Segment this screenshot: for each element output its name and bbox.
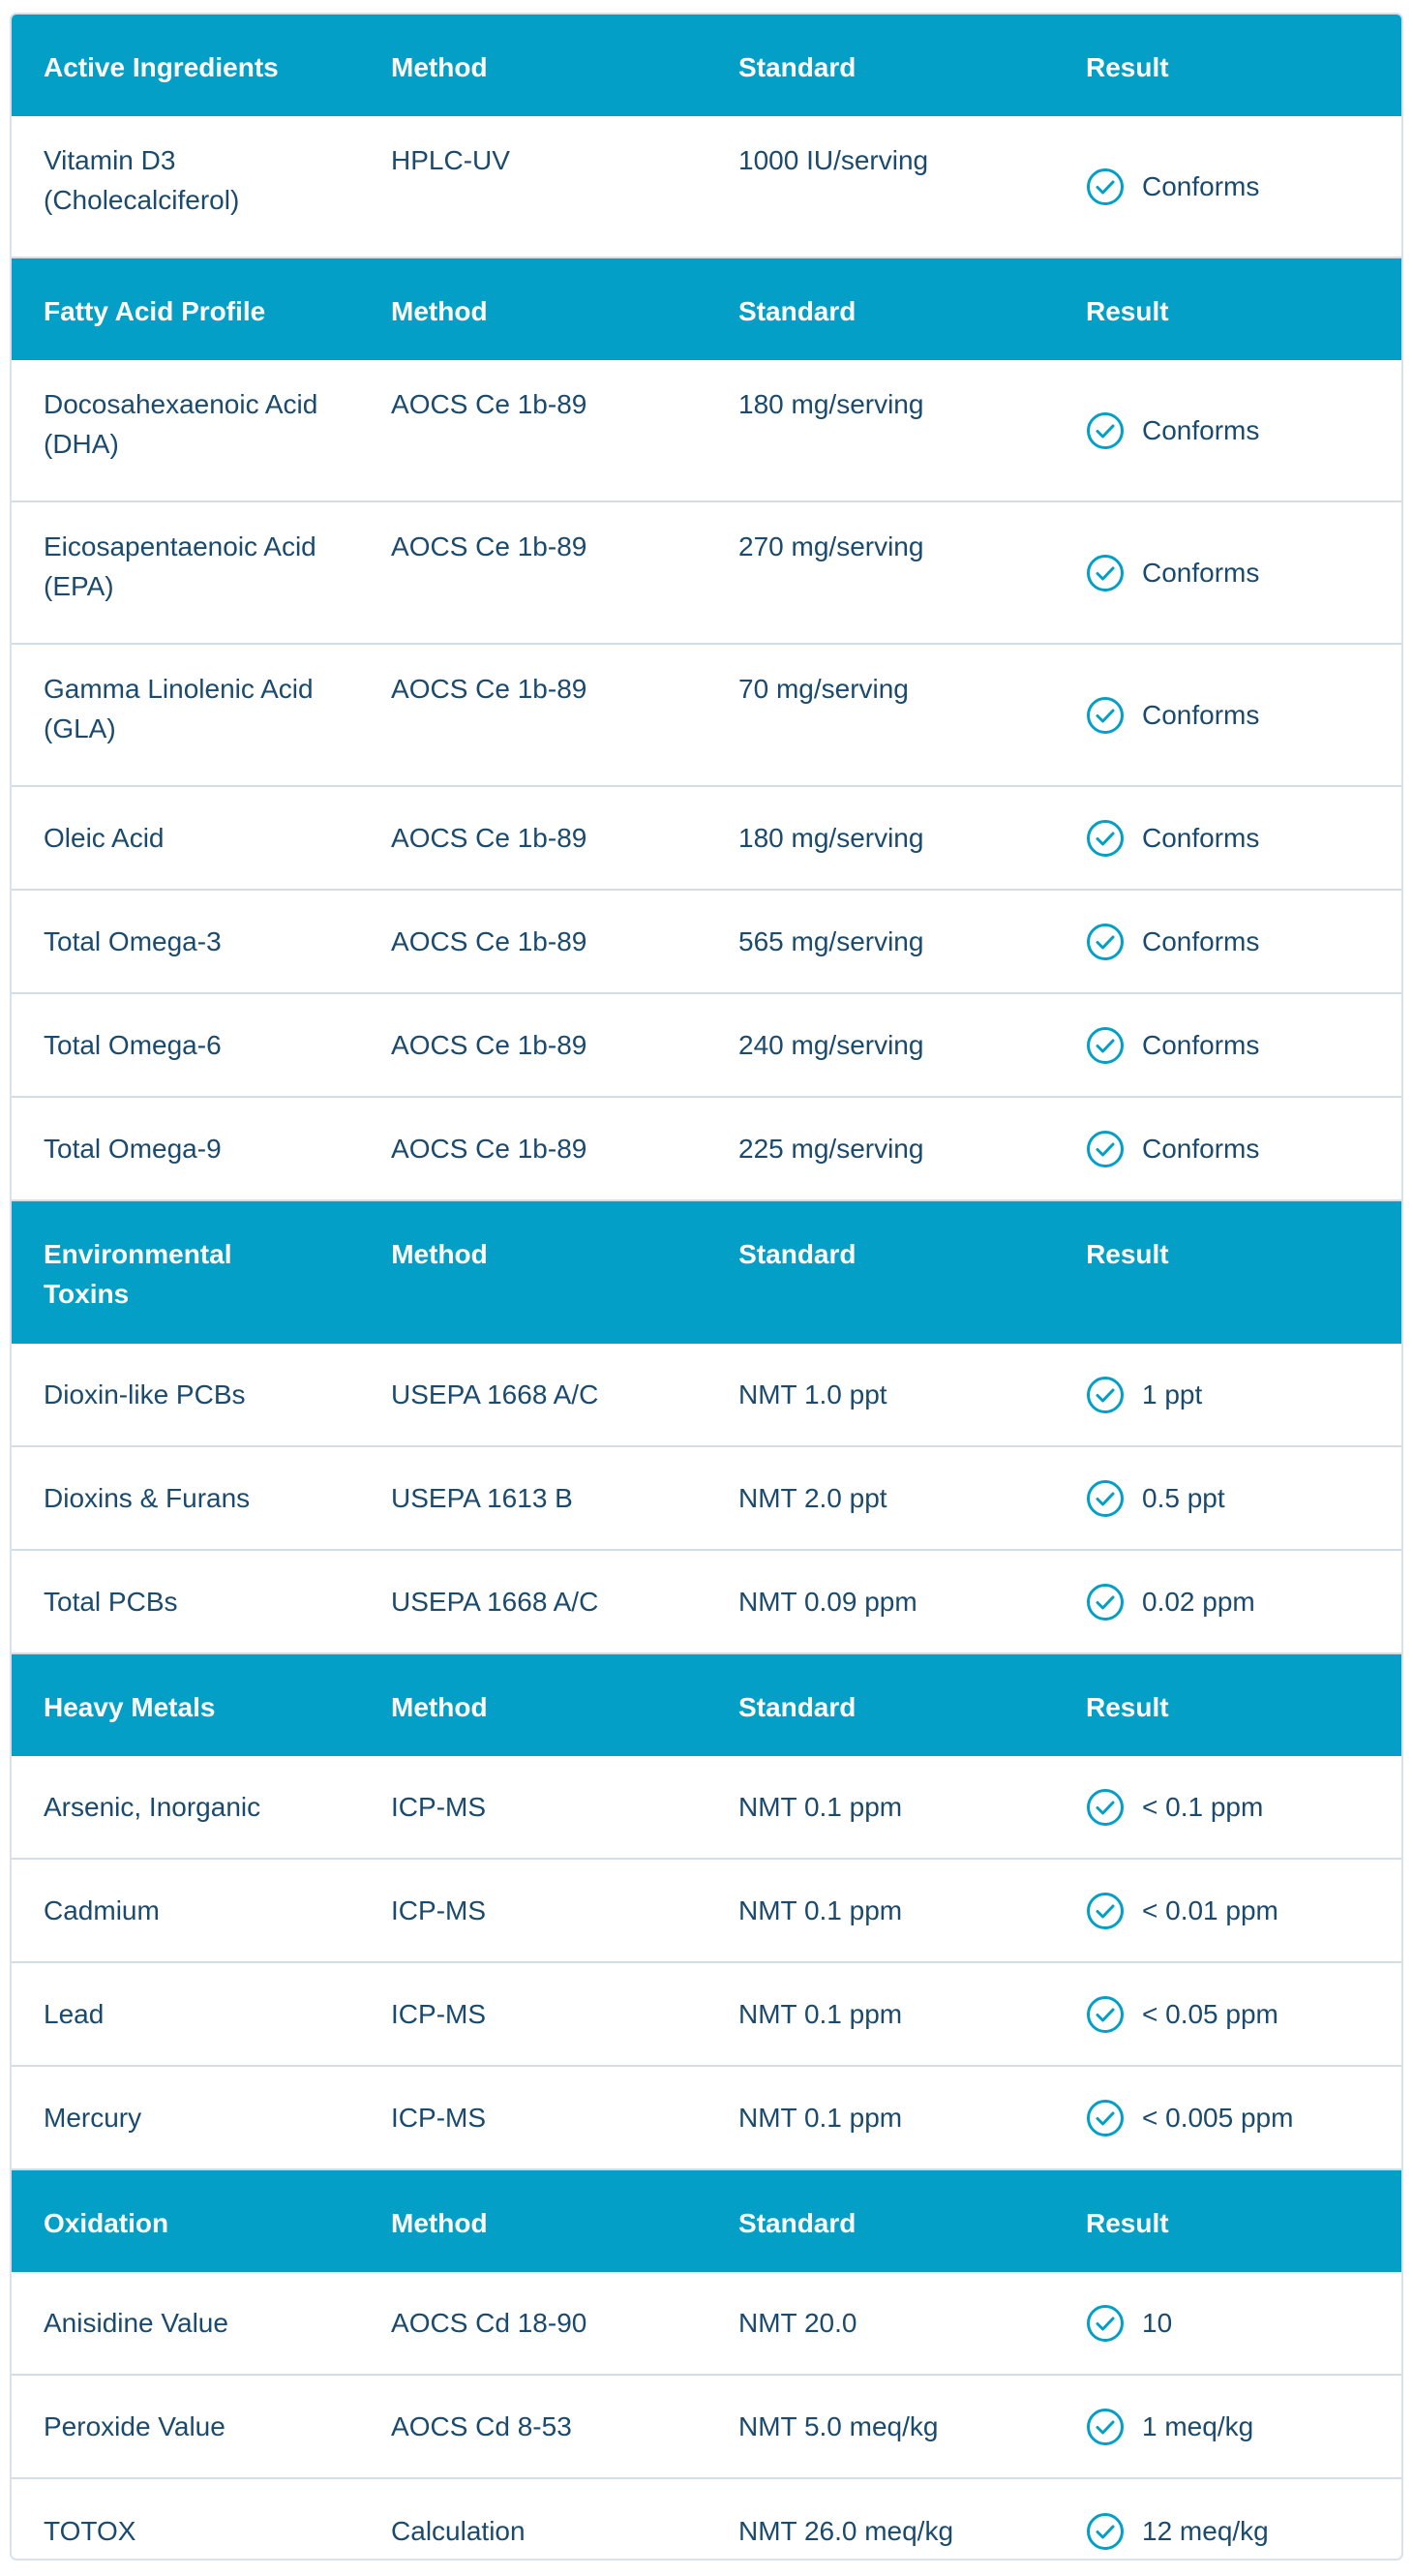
section-header-oxidation xyxy=(12,2170,1401,2272)
table-row xyxy=(12,891,1401,994)
ingredient-name: Cadmium xyxy=(44,1895,160,1925)
standard-column-header: Standard xyxy=(738,2208,857,2238)
check-circle-icon xyxy=(1086,1376,1125,1414)
check-circle-icon xyxy=(1086,1479,1125,1518)
ingredient-name: TOTOX xyxy=(44,2516,136,2546)
result-cell xyxy=(1054,1551,1401,1652)
result-cell xyxy=(1054,360,1401,500)
table-row xyxy=(12,2376,1401,2479)
result-value: 12 meq/kg xyxy=(1142,2516,1269,2546)
result-value: Conforms xyxy=(1142,415,1260,445)
standard-column-header: Standard xyxy=(738,52,857,82)
method-cell: ICP-MS xyxy=(391,2103,487,2133)
standard-cell: NMT 0.1 ppm xyxy=(738,1792,903,1822)
section-header-environmental-toxins xyxy=(12,1201,1401,1344)
result-value: < 0.1 ppm xyxy=(1142,1792,1264,1822)
ingredient-name: Oleic Acid xyxy=(44,823,165,853)
table-row xyxy=(12,2067,1401,2170)
section-title: Oxidation xyxy=(44,2208,169,2238)
table-row xyxy=(12,502,1401,645)
method-column-header: Method xyxy=(391,52,488,82)
result-column-header: Result xyxy=(1086,1239,1169,1269)
standard-cell: 240 mg/serving xyxy=(738,1030,924,1060)
method-cell: AOCS Cd 18-90 xyxy=(391,2308,587,2338)
ingredient-name: Mercury xyxy=(44,2103,142,2133)
result-value: 1 meq/kg xyxy=(1142,2411,1254,2441)
standard-cell: 565 mg/serving xyxy=(738,926,924,956)
result-value: < 0.005 ppm xyxy=(1142,2103,1294,2133)
method-cell: AOCS Ce 1b-89 xyxy=(391,823,587,853)
method-cell: AOCS Ce 1b-89 xyxy=(391,674,587,704)
table-row xyxy=(12,1098,1401,1201)
method-cell: AOCS Ce 1b-89 xyxy=(391,531,587,561)
check-circle-icon xyxy=(1086,2408,1125,2446)
table-row xyxy=(12,2479,1401,2561)
table-row xyxy=(12,1551,1401,1654)
check-circle-icon xyxy=(1086,167,1125,206)
method-cell: USEPA 1613 B xyxy=(391,1483,573,1513)
check-circle-icon xyxy=(1086,2099,1125,2137)
ingredient-name: Total Omega-3 xyxy=(44,926,222,956)
result-cell xyxy=(1054,787,1401,889)
standard-cell: NMT 0.09 ppm xyxy=(738,1587,917,1617)
table-row xyxy=(12,2272,1401,2376)
method-cell: AOCS Cd 8-53 xyxy=(391,2411,572,2441)
ingredient-name: Anisidine Value xyxy=(44,2308,228,2338)
standard-cell: NMT 0.1 ppm xyxy=(738,1999,903,2029)
method-cell: ICP-MS xyxy=(391,1792,487,1822)
result-cell xyxy=(1054,891,1401,992)
method-cell: ICP-MS xyxy=(391,1895,487,1925)
check-circle-icon xyxy=(1086,1788,1125,1827)
standard-cell: 270 mg/serving xyxy=(738,531,924,561)
test-results-table xyxy=(10,13,1403,2561)
method-cell: USEPA 1668 A/C xyxy=(391,1587,599,1617)
result-cell xyxy=(1054,2067,1401,2168)
standard-cell: NMT 26.0 meq/kg xyxy=(738,2516,954,2546)
result-cell xyxy=(1054,645,1401,785)
table-row xyxy=(12,994,1401,1098)
standard-column-header: Standard xyxy=(738,1239,857,1269)
result-cell xyxy=(1054,2479,1401,2561)
standard-cell: NMT 5.0 meq/kg xyxy=(738,2411,939,2441)
standard-cell: NMT 1.0 ppt xyxy=(738,1379,887,1409)
result-value: 10 xyxy=(1142,2308,1173,2338)
standard-cell: 180 mg/serving xyxy=(738,823,924,853)
check-circle-icon xyxy=(1086,1026,1125,1065)
check-circle-icon xyxy=(1086,554,1125,592)
result-cell xyxy=(1054,994,1401,1096)
standard-cell: NMT 2.0 ppt xyxy=(738,1483,887,1513)
standard-cell: NMT 0.1 ppm xyxy=(738,2103,903,2133)
result-cell xyxy=(1054,2376,1401,2477)
result-value: < 0.05 ppm xyxy=(1142,1999,1278,2029)
ingredient-name: Vitamin D3 (Cholecalciferol) xyxy=(44,145,240,215)
method-column-header: Method xyxy=(391,1239,488,1269)
check-circle-icon xyxy=(1086,2304,1125,2343)
result-column-header: Result xyxy=(1086,2208,1169,2238)
standard-cell: NMT 0.1 ppm xyxy=(738,1895,903,1925)
result-cell xyxy=(1054,2272,1401,2374)
section-title: Fatty Acid Profile xyxy=(44,296,266,326)
result-value: Conforms xyxy=(1142,926,1260,956)
result-value: Conforms xyxy=(1142,700,1260,730)
method-cell: AOCS Ce 1b-89 xyxy=(391,926,587,956)
table-row xyxy=(12,645,1401,787)
check-circle-icon xyxy=(1086,1995,1125,2034)
ingredient-name: Dioxins & Furans xyxy=(44,1483,251,1513)
check-circle-icon xyxy=(1086,1892,1125,1930)
result-cell xyxy=(1054,1098,1401,1199)
standard-column-header: Standard xyxy=(738,1692,857,1722)
ingredient-name: Peroxide Value xyxy=(44,2411,225,2441)
result-cell xyxy=(1054,1756,1401,1858)
section-title: Active Ingredients xyxy=(44,52,279,82)
result-value: < 0.01 ppm xyxy=(1142,1895,1278,1925)
standard-column-header: Standard xyxy=(738,296,857,326)
standard-cell: NMT 20.0 xyxy=(738,2308,857,2338)
table-row xyxy=(12,1756,1401,1860)
section-title: Environmental Toxins xyxy=(44,1239,232,1309)
ingredient-name: Docosahexaenoic Acid (DHA) xyxy=(44,389,318,459)
result-cell xyxy=(1054,1860,1401,1961)
result-column-header: Result xyxy=(1086,296,1169,326)
table-row xyxy=(12,1344,1401,1447)
check-circle-icon xyxy=(1086,696,1125,735)
result-column-header: Result xyxy=(1086,1692,1169,1722)
result-cell xyxy=(1054,1344,1401,1445)
result-value: 0.02 ppm xyxy=(1142,1587,1255,1617)
standard-cell: 1000 IU/serving xyxy=(738,145,929,175)
standard-cell: 225 mg/serving xyxy=(738,1134,924,1164)
table-row xyxy=(12,116,1401,258)
method-cell: AOCS Ce 1b-89 xyxy=(391,1134,587,1164)
table-row xyxy=(12,1963,1401,2067)
result-value: 1 ppt xyxy=(1142,1379,1203,1409)
check-circle-icon xyxy=(1086,1130,1125,1168)
check-circle-icon xyxy=(1086,1583,1125,1621)
method-cell: ICP-MS xyxy=(391,1999,487,2029)
table-row xyxy=(12,1447,1401,1551)
result-column-header: Result xyxy=(1086,52,1169,82)
method-cell: AOCS Ce 1b-89 xyxy=(391,1030,587,1060)
ingredient-name: Gamma Linolenic Acid (GLA) xyxy=(44,674,314,743)
method-cell: Calculation xyxy=(391,2516,526,2546)
method-cell: HPLC-UV xyxy=(391,145,510,175)
result-cell xyxy=(1054,502,1401,643)
result-value: Conforms xyxy=(1142,171,1260,201)
method-column-header: Method xyxy=(391,296,488,326)
result-cell xyxy=(1054,1447,1401,1549)
section-header-active-ingredients xyxy=(12,15,1401,116)
section-title: Heavy Metals xyxy=(44,1692,216,1722)
result-value: Conforms xyxy=(1142,1030,1260,1060)
ingredient-name: Total Omega-6 xyxy=(44,1030,222,1060)
ingredient-name: Total Omega-9 xyxy=(44,1134,222,1164)
standard-cell: 180 mg/serving xyxy=(738,389,924,419)
method-column-header: Method xyxy=(391,1692,488,1722)
result-value: 0.5 ppt xyxy=(1142,1483,1225,1513)
section-header-heavy-metals xyxy=(12,1654,1401,1756)
method-cell: AOCS Ce 1b-89 xyxy=(391,389,587,419)
ingredient-name: Lead xyxy=(44,1999,105,2029)
ingredient-name: Total PCBs xyxy=(44,1587,178,1617)
result-value: Conforms xyxy=(1142,558,1260,588)
table-row xyxy=(12,787,1401,891)
method-cell: USEPA 1668 A/C xyxy=(391,1379,599,1409)
check-circle-icon xyxy=(1086,2512,1125,2551)
check-circle-icon xyxy=(1086,411,1125,450)
result-cell xyxy=(1054,1963,1401,2065)
result-cell xyxy=(1054,116,1401,257)
ingredient-name: Dioxin-like PCBs xyxy=(44,1379,246,1409)
check-circle-icon xyxy=(1086,923,1125,961)
method-column-header: Method xyxy=(391,2208,488,2238)
table-row xyxy=(12,360,1401,502)
ingredient-name: Arsenic, Inorganic xyxy=(44,1792,261,1822)
result-value: Conforms xyxy=(1142,823,1260,853)
table-row xyxy=(12,1860,1401,1963)
result-value: Conforms xyxy=(1142,1134,1260,1164)
check-circle-icon xyxy=(1086,819,1125,858)
ingredient-name: Eicosapentaenoic Acid (EPA) xyxy=(44,531,316,601)
section-header-fatty-acid-profile xyxy=(12,258,1401,360)
standard-cell: 70 mg/serving xyxy=(738,674,909,704)
